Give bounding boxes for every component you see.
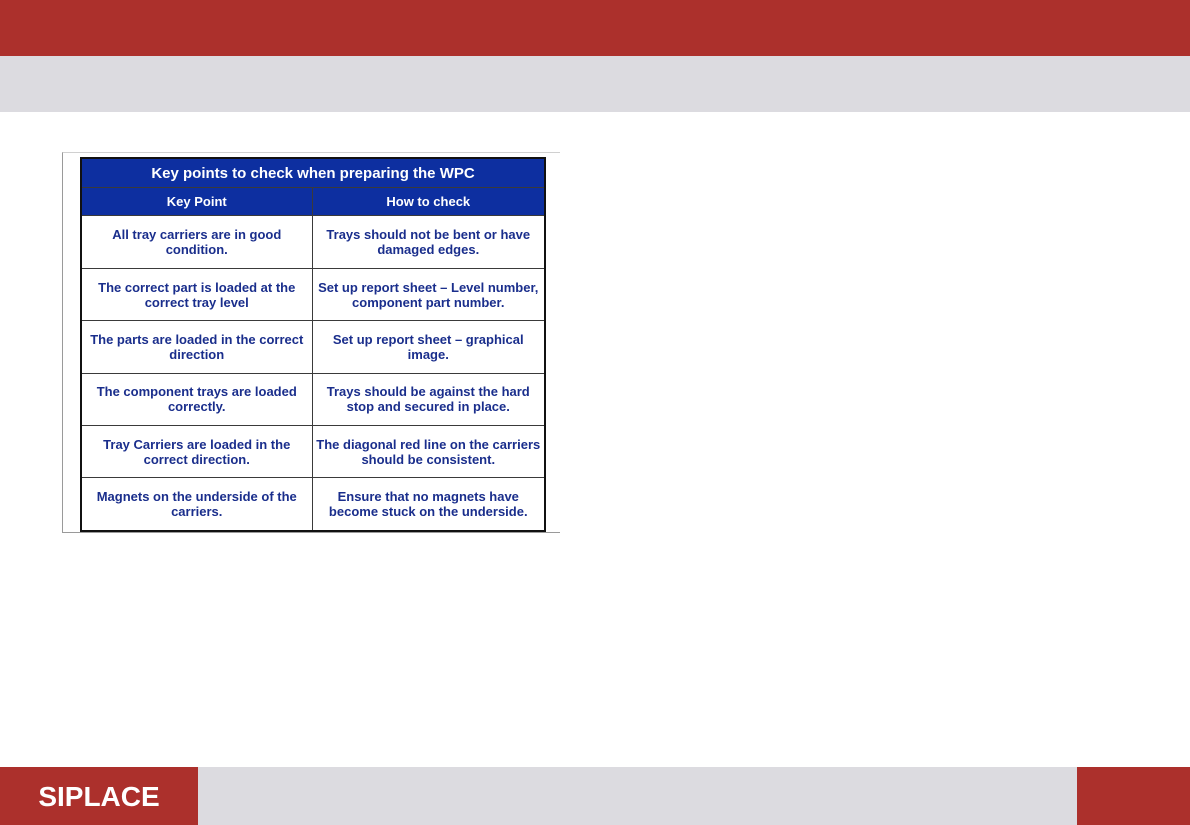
table-row [81, 216, 545, 268]
column-header-key-point: Key Point [81, 188, 312, 216]
key-points-table [80, 157, 546, 532]
footer-red-block [1077, 767, 1190, 825]
how-to-check-cell: Ensure that no magnets have become stuck on the underside. [312, 478, 545, 531]
table-title: Key points to check when preparing the WPC [81, 158, 545, 188]
table-row [81, 321, 545, 373]
key-point-cell: Tray Carriers are loaded in the correct direction. [81, 426, 312, 478]
key-point-cell: The correct part is loaded at the correct tray level [81, 268, 312, 320]
table-row [81, 268, 545, 320]
logo-text: SIPLACE [38, 781, 160, 812]
table-row [81, 478, 545, 531]
table-row [81, 426, 545, 478]
how-to-check-cell: The diagonal red line on the carriers should be consistent. [312, 426, 545, 478]
key-point-cell: The parts are loaded in the correct direction [81, 321, 312, 373]
key-point-cell: Magnets on the underside of the carriers. [81, 478, 312, 531]
key-point-cell: The component trays are loaded correctly. [81, 373, 312, 425]
header-red-bar [0, 0, 1190, 56]
how-to-check-cell: Trays should be against the hard stop and secured in place. [312, 373, 545, 425]
header-gray-bar [0, 56, 1190, 112]
key-point-cell: All tray carriers are in good condition. [81, 216, 312, 268]
table-image-frame [62, 152, 560, 533]
how-to-check-cell: Trays should not be bent or have damaged edges. [312, 216, 545, 268]
how-to-check-cell: Set up report sheet – graphical image. [312, 321, 545, 373]
column-header-how-to-check: How to check [312, 188, 545, 216]
how-to-check-cell: Set up report sheet – Level number, component part number. [312, 268, 545, 320]
siplace-logo [0, 767, 198, 825]
table-row [81, 373, 545, 425]
